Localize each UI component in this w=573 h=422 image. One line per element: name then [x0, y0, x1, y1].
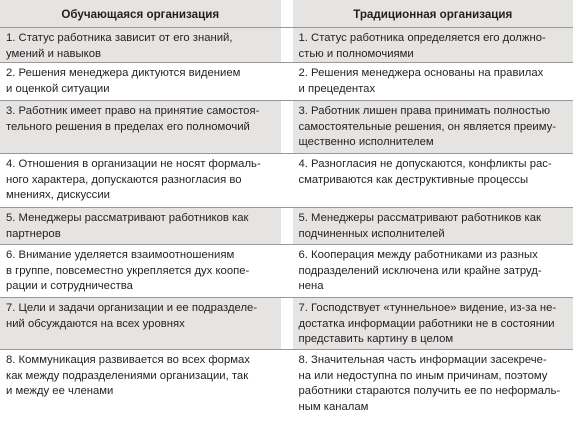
row-4-traditional-cell: 4. Разногласия не допускаются, конфликты рас- сматриваются как деструктивные процессы [293, 154, 573, 207]
row-6-traditional-cell: 6. Кооперация между работниками из разных подразделений исключена или крайне затруд- нена [293, 245, 573, 297]
header-traditional-organization: Традиционная организация [293, 0, 573, 27]
row-7-traditional-cell: 7. Господствует «туннельное» видение, из-за не- достатка информации работники не в состоянии представить картину в целом [293, 298, 573, 349]
header-learning-organization: Обучающаяся организация [0, 0, 281, 27]
row-8-traditional-cell: 8. Значительная часть информации засекрече- на или недоступна по иным причинам, поэтому работники стараются получить ее по неформаль- ным каналам [293, 350, 573, 422]
row-1-learning-cell: 1. Статус работника зависит от его знаний, умений и навыков [0, 28, 281, 62]
row-8-learning-cell: 8. Коммуникация развивается во всех формах как между подразделениями организации, так и между ее членами [0, 350, 281, 422]
table-row [0, 101, 573, 153]
table-row [0, 298, 573, 349]
table-row [0, 63, 573, 100]
header-row [0, 0, 573, 27]
row-4-learning-cell: 4. Отношения в организации не носят формаль- ного характера, допускаются разногласия во мнениях, дискуссии [0, 154, 281, 207]
table-row [0, 154, 573, 207]
row-6-learning-cell: 6. Внимание уделяется взаимоотношениям в группе, повсеместно укрепляется дух коопе- рации и сотрудничества [0, 245, 281, 297]
row-1-traditional-cell: 1. Статус работника определяется его должно- стью и полномочиями [293, 28, 573, 62]
table-row [0, 245, 573, 297]
row-2-learning-cell: 2. Решения менеджера диктуются видением и оценкой ситуации [0, 63, 281, 100]
row-3-traditional-cell: 3. Работник лишен права принимать полностью самостоятельные решения, он является преиму- щественно исполнителем [293, 101, 573, 153]
row-3-learning-cell: 3. Работник имеет право на принятие самостоя- тельного решения в пределах его полномочий [0, 101, 281, 153]
row-5-learning-cell: 5. Менеджеры рассматривают работников как партнеров [0, 208, 281, 244]
table-row [0, 208, 573, 244]
row-2-traditional-cell: 2. Решения менеджера основаны на правилах и прецедентах [293, 63, 573, 100]
table-row [0, 28, 573, 62]
row-7-learning-cell: 7. Цели и задачи организации и ее подразделе- ний обсуждаются на всех уровнях [0, 298, 281, 349]
table-row [0, 350, 573, 422]
row-5-traditional-cell: 5. Менеджеры рассматривают работников как подчиненных исполнителей [293, 208, 573, 244]
